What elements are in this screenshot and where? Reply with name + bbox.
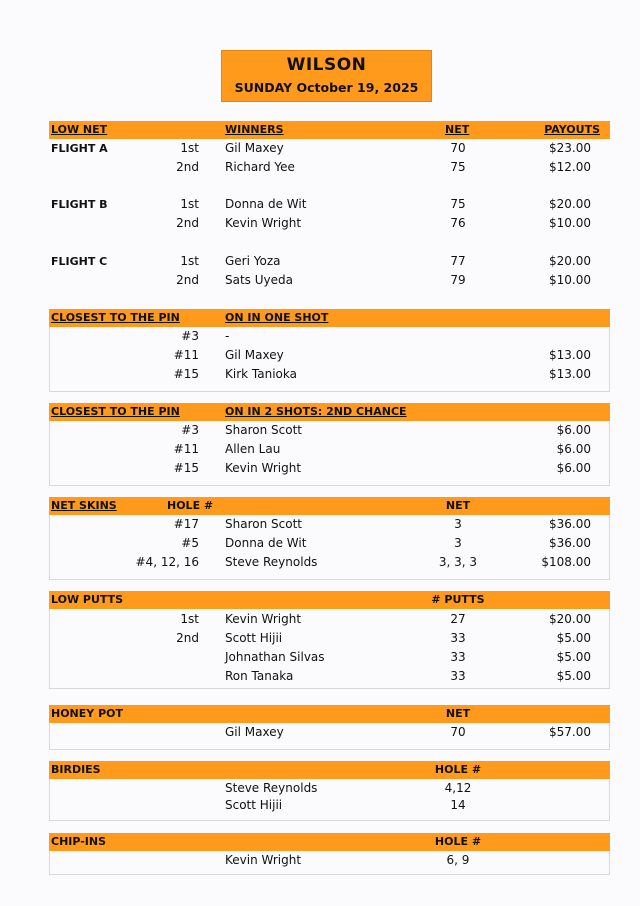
honey-pot-label: HONEY POT xyxy=(51,707,123,720)
hole-header: HOLE # xyxy=(167,499,214,512)
net-header: NET xyxy=(445,499,471,512)
ctp2-sub: ON IN 2 SHOTS: 2ND CHANCE xyxy=(225,405,407,418)
table-row xyxy=(0,271,640,290)
winner-name: Richard Yee xyxy=(225,160,295,174)
payout: $36.00 xyxy=(549,517,591,531)
hole: #5 xyxy=(181,536,199,550)
winner-name: Sharon Scott xyxy=(225,517,302,531)
winner-name: Kirk Tanioka xyxy=(225,367,297,381)
payout: $36.00 xyxy=(549,536,591,550)
table-row xyxy=(0,459,640,478)
place: 1st xyxy=(180,254,199,268)
chip-ins-label: CHIP-INS xyxy=(51,835,107,848)
table-row xyxy=(0,421,640,440)
table-row xyxy=(0,610,640,629)
winner-name: Gil Maxey xyxy=(225,141,284,155)
winner-name: Scott Hijii xyxy=(225,631,283,645)
winner-name: Johnathan Silvas xyxy=(225,650,325,664)
putts-header: # PUTTS xyxy=(431,593,485,606)
low-net-header-bar xyxy=(49,121,610,139)
event-date: SUNDAY October 19, 2025 xyxy=(234,80,419,95)
putts: 33 xyxy=(450,631,466,645)
table-row xyxy=(0,158,640,177)
net-score: 79 xyxy=(450,273,466,287)
payout: $5.00 xyxy=(556,669,591,683)
winner-name: Sharon Scott xyxy=(225,423,302,437)
winner-name: Donna de Wit xyxy=(225,197,307,211)
net-skins-header-bar xyxy=(49,497,610,515)
payout: $108.00 xyxy=(541,555,591,569)
table-row xyxy=(0,629,640,648)
net-score: 3 xyxy=(454,517,462,531)
table-row xyxy=(0,214,640,233)
place: 2nd xyxy=(176,631,199,645)
place: 2nd xyxy=(176,160,199,174)
net-score: 3, 3, 3 xyxy=(438,555,478,569)
winner-name: Allen Lau xyxy=(225,442,281,456)
winner-name: Sats Uyeda xyxy=(225,273,293,287)
winner-name: Kevin Wright xyxy=(225,612,302,626)
winner-name: Kevin Wright xyxy=(225,216,302,230)
table-row xyxy=(0,534,640,553)
honey-pot-header-bar xyxy=(49,705,610,723)
payout: $20.00 xyxy=(549,254,591,268)
net-score: 3 xyxy=(454,536,462,550)
net-score: 77 xyxy=(450,254,466,268)
winner-name: Donna de Wit xyxy=(225,536,307,550)
hole: #4, 12, 16 xyxy=(135,555,199,569)
net-skins-label: NET SKINS xyxy=(51,499,117,512)
table-row xyxy=(0,139,640,158)
table-row xyxy=(0,195,640,214)
payout: $10.00 xyxy=(549,273,591,287)
payout: $6.00 xyxy=(556,442,591,456)
hole-header: HOLE # xyxy=(434,835,482,848)
winner-name: Geri Yoza xyxy=(225,254,281,268)
hole: #15 xyxy=(173,461,199,475)
flight-label: FLIGHT C xyxy=(51,255,108,268)
low-putts-label: LOW PUTTS xyxy=(51,593,124,606)
table-row xyxy=(0,365,640,384)
table-row xyxy=(0,553,640,572)
birdies-header-bar xyxy=(49,761,610,779)
page-title: WILSON xyxy=(286,55,367,75)
hole: #3 xyxy=(181,423,199,437)
table-row xyxy=(0,346,640,365)
payout: $57.00 xyxy=(549,725,591,739)
low-net-label: LOW NET xyxy=(51,123,108,136)
table-row xyxy=(0,851,640,870)
table-row xyxy=(0,667,640,686)
payout: $12.00 xyxy=(549,160,591,174)
payout: $5.00 xyxy=(556,631,591,645)
hole: #11 xyxy=(173,348,199,362)
table-row xyxy=(0,515,640,534)
payouts-header: PAYOUTS xyxy=(544,123,600,136)
net-score: 70 xyxy=(450,725,466,739)
title-box xyxy=(221,50,432,102)
table-row xyxy=(0,723,640,742)
payout: $13.00 xyxy=(549,367,591,381)
winner-name: Steve Reynolds xyxy=(225,555,318,569)
player-name: Scott Hijii xyxy=(225,798,283,812)
table-row xyxy=(0,252,640,271)
payout: $5.00 xyxy=(556,650,591,664)
hole: #11 xyxy=(173,442,199,456)
winner-name: Kevin Wright xyxy=(225,461,302,475)
hole: #15 xyxy=(173,367,199,381)
net-header: NET xyxy=(445,707,471,720)
winner-name: Gil Maxey xyxy=(225,725,284,739)
putts: 33 xyxy=(450,669,466,683)
payout: $23.00 xyxy=(549,141,591,155)
payout: $13.00 xyxy=(549,348,591,362)
net-score: 75 xyxy=(450,160,466,174)
hole: 4,12 xyxy=(444,781,472,795)
place: 1st xyxy=(180,141,199,155)
hole: 6, 9 xyxy=(446,853,470,867)
birdies-label: BIRDIES xyxy=(51,763,101,776)
table-row xyxy=(0,796,640,815)
table-row xyxy=(0,440,640,459)
winner-name: Gil Maxey xyxy=(225,348,284,362)
ctp2-label: CLOSEST TO THE PIN xyxy=(51,405,180,418)
ctp1-sub: ON IN ONE SHOT xyxy=(225,311,329,324)
winner-name: Ron Tanaka xyxy=(225,669,294,683)
place: 1st xyxy=(180,612,199,626)
putts: 27 xyxy=(450,612,466,626)
payout: $20.00 xyxy=(549,197,591,211)
net-score: 70 xyxy=(450,141,466,155)
winner-name: - xyxy=(225,329,230,343)
winners-header: WINNERS xyxy=(225,123,284,136)
net-score: 76 xyxy=(450,216,466,230)
payout: $10.00 xyxy=(549,216,591,230)
hole: #17 xyxy=(173,517,199,531)
flight-label: FLIGHT A xyxy=(51,142,108,155)
payout: $20.00 xyxy=(549,612,591,626)
payout: $6.00 xyxy=(556,461,591,475)
low-putts-header-bar xyxy=(49,591,610,609)
place: 1st xyxy=(180,197,199,211)
payout: $6.00 xyxy=(556,423,591,437)
place: 2nd xyxy=(176,273,199,287)
putts: 33 xyxy=(450,650,466,664)
net-score: 75 xyxy=(450,197,466,211)
net-header: NET xyxy=(445,123,470,136)
table-row xyxy=(0,327,640,346)
ctp1-label: CLOSEST TO THE PIN xyxy=(51,311,180,324)
hole-header: HOLE # xyxy=(434,763,482,776)
hole: #3 xyxy=(181,329,199,343)
flight-label: FLIGHT B xyxy=(51,198,108,211)
player-name: Steve Reynolds xyxy=(225,781,318,795)
place: 2nd xyxy=(176,216,199,230)
chip-ins-header-bar xyxy=(49,833,610,851)
table-row xyxy=(0,648,640,667)
player-name: Kevin Wright xyxy=(225,853,302,867)
hole: 14 xyxy=(450,798,466,812)
